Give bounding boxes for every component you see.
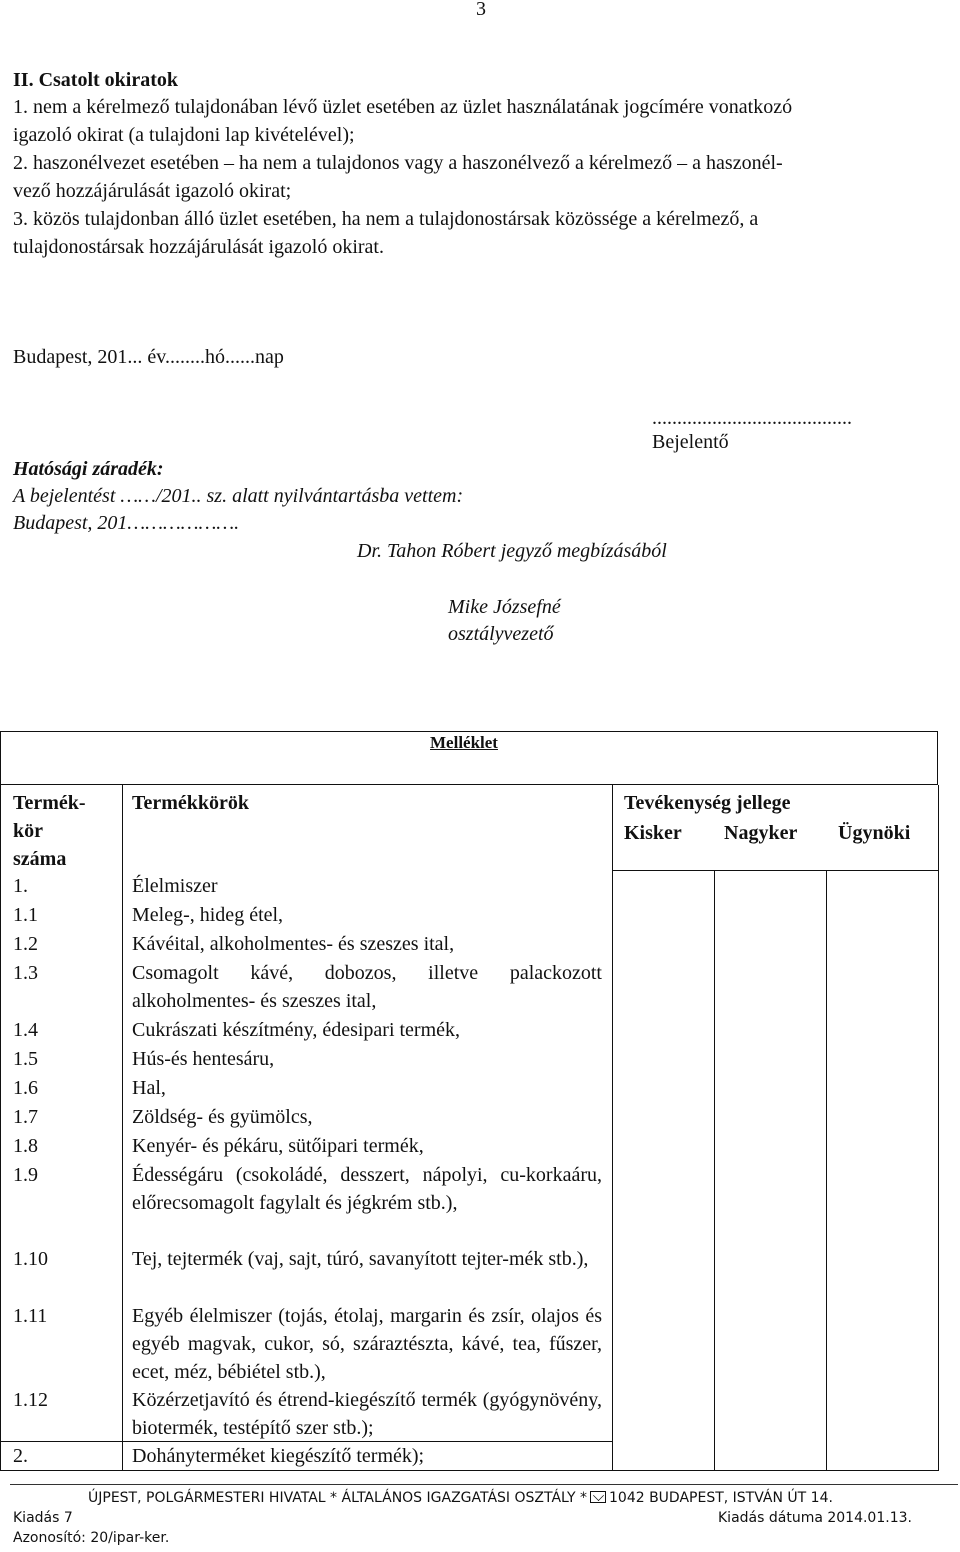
clause-line: A bejelentést ……/201.. sz. alatt nyilvántartásba vettem: [13, 485, 464, 507]
row-text: Dohányterméket kiegészítő termék); [132, 1445, 425, 1467]
footer-rule [10, 1484, 958, 1485]
signature-label: Bejelentő [652, 431, 729, 453]
row-number: 1.3 [13, 962, 38, 984]
footer-edition-date: Kiadás dátuma 2014.01.13. [718, 1510, 912, 1526]
envelope-icon [590, 1491, 606, 1503]
footer-edition: Kiadás 7 [13, 1510, 73, 1526]
row-text: Csomagolt kávé, dobozos, illetve palackozott alkoholmentes- és szeszes ital, [132, 962, 602, 1012]
table-border [0, 1470, 939, 1471]
row-text: Kávéital, alkoholmentes- és szeszes ital, [132, 933, 455, 955]
row-number: 1.8 [13, 1135, 38, 1157]
attachments-list [13, 93, 792, 261]
row-text: Hús-és hentesáru, [132, 1048, 275, 1070]
row-text: Zöldség- és gyümölcs, [132, 1106, 313, 1128]
header-col1: Termék- [13, 792, 86, 814]
row-number: 1.6 [13, 1077, 38, 1099]
table-border [826, 870, 827, 1471]
row-number: 1.11 [13, 1305, 48, 1327]
row-text: Cukrászati készítmény, édesipari termék, [132, 1019, 461, 1041]
footer-identifier: Azonosító: 20/ipar-ker. [13, 1530, 170, 1546]
row-text: Egyéb élelmiszer (tojás, étolaj, margarin és zsír, olajos és egyéb magvak, cukor, só, száraztészta, kávé, tea, fűszer, ecet, méz, bébiétel stb.), [132, 1305, 602, 1383]
subheader-ugynoki: Ügynöki [838, 822, 911, 844]
row-text: Tej, tejtermék (vaj, sajt, túró, savanyított tejter-mék stb.), [132, 1248, 589, 1270]
row-text: Élelmiszer [132, 875, 218, 897]
row-number: 1. [13, 875, 28, 897]
clause-title: Hatósági záradék: [13, 458, 164, 480]
attachment-line: vező hozzájárulását igazoló okirat; [13, 180, 292, 202]
header-col3: Tevékenység jellege [624, 792, 791, 814]
signer-title: osztályvezető [448, 623, 554, 645]
row-number: 1.9 [13, 1164, 38, 1186]
attachment-line: 3. közös tulajdonban álló üzlet esetében, ha nem a tulajdonostársak közössége a kérelmező, a [13, 208, 759, 230]
row-text: Hal, [132, 1077, 166, 1099]
row-number: 1.12 [13, 1389, 48, 1411]
row-text: Édességáru (csokoládé, desszert, nápolyi, cu-korkaáru, előrecsomagolt fagylalt és jégkrém stb.), [132, 1164, 602, 1214]
row-text: Közérzetjavító és étrend-kiegészítő termék (gyógynövény, biotermék, testépítő szer stb.); [132, 1389, 602, 1439]
row-number: 1.2 [13, 933, 38, 955]
footer-address [88, 1490, 833, 1506]
attachment-line: 2. haszonélvezet esetében – ha nem a tulajdonos vagy a haszonélvező a kérelmező – a haszonél- [13, 152, 783, 174]
row-number: 1.1 [13, 904, 38, 926]
row-text: Meleg-, hideg étel, [132, 904, 284, 926]
clause-line: Budapest, 201………………. [13, 512, 240, 534]
date-line: Budapest, 201... év........hó......nap [13, 346, 284, 368]
signer-name: Mike Józsefné [448, 596, 561, 618]
table-border [612, 870, 938, 871]
table-border [0, 785, 1, 1471]
footer-street: 1042 BUDAPEST, ISTVÁN ÚT 14. [609, 1490, 833, 1506]
table-border [938, 785, 939, 1471]
section-title: II. Csatolt okiratok [13, 69, 179, 91]
subheader-kisker: Kisker [624, 822, 682, 844]
row-number: 1.4 [13, 1019, 38, 1041]
row-number: 1.7 [13, 1106, 38, 1128]
table-border [612, 785, 613, 1471]
clause-line: Dr. Tahon Róbert jegyző megbízásából [357, 540, 667, 562]
header-col1: kör [13, 820, 43, 842]
annex-title: Melléklet [430, 733, 498, 752]
header-col1: száma [13, 848, 67, 870]
attachment-line: tulajdonostársak hozzájárulását igazoló okirat. [13, 236, 384, 258]
row-number: 1.10 [13, 1248, 48, 1270]
table-border [122, 785, 123, 1471]
row-number: 1.5 [13, 1048, 38, 1070]
signature-dots: ........................................ [652, 407, 852, 429]
row-number: 2. [13, 1445, 28, 1467]
attachment-line: 1. nem a kérelmező tulajdonában lévő üzlet esetében az üzlet használatának jogcímére vonatkozó [13, 96, 793, 118]
footer-office: ÚJPEST, POLGÁRMESTERI HIVATAL * ÁLTALÁNOS IGAZGATÁSI OSZTÁLY * [88, 1490, 587, 1506]
row-text: Kenyér- és pékáru, sütőipari termék, [132, 1135, 424, 1157]
page-number: 3 [476, 0, 486, 20]
attachment-line: igazoló okirat (a tulajdoni lap kivételével); [13, 124, 355, 146]
table-border [714, 870, 715, 1471]
header-col2: Termékkörök [132, 792, 250, 814]
subheader-nagyker: Nagyker [724, 822, 798, 844]
